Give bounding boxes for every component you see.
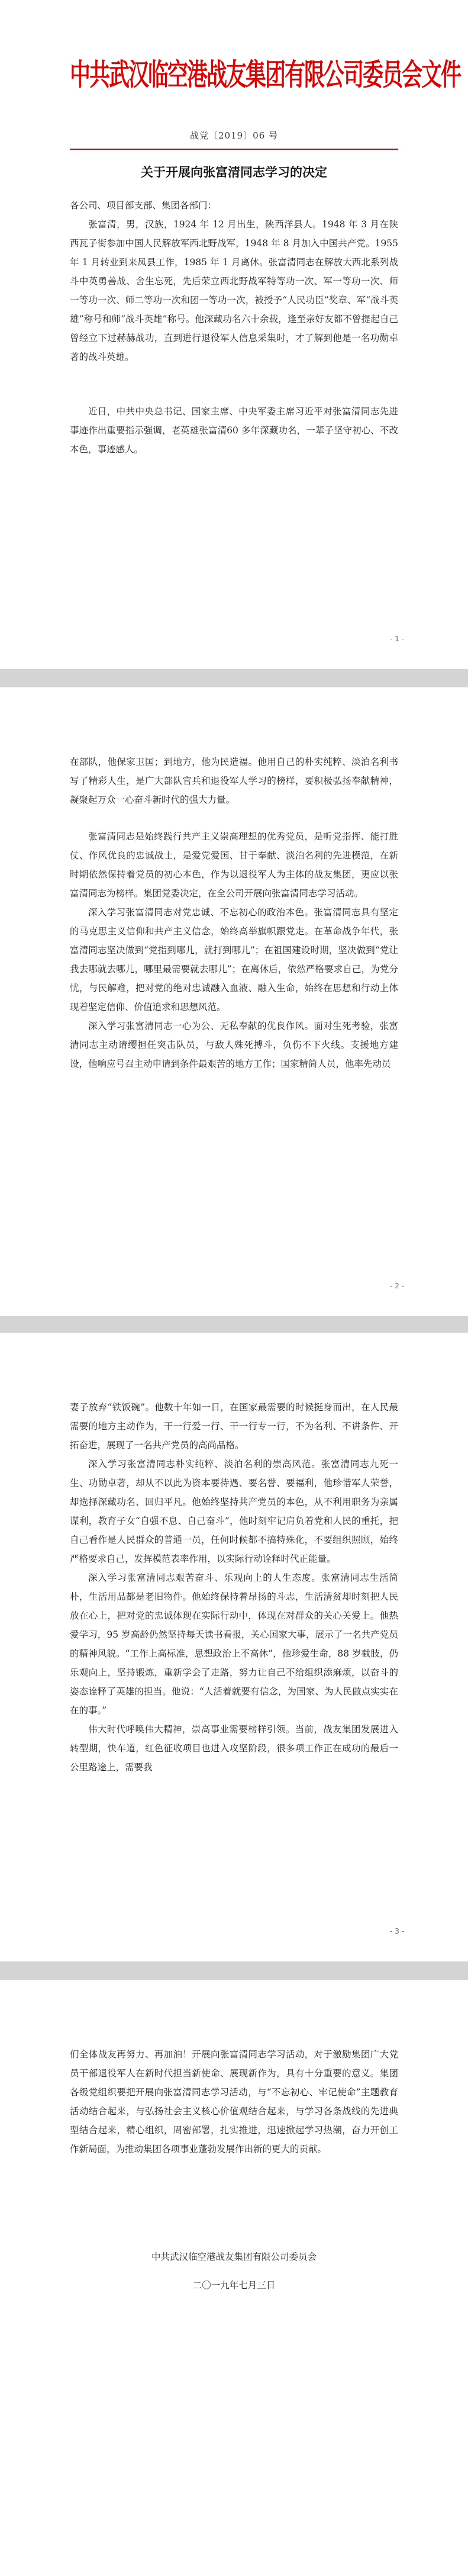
page-number: - 3 - xyxy=(390,1927,404,1935)
paragraph: 深入学习张富清同志一心为公、无私奉献的优良作风。面对生死考验，张富清同志主动请缨担任突击队员，与敌人殊死搏斗，负伤不下火线。支援地方建设，他响应号召主动申请到条件最艰苦的地方工作；国家精简人员，他率先动员 xyxy=(70,1021,398,1069)
paragraph: 们全体战友再努力、再加油！开展向张富清同志学习活动，对于激励集团广大党员干部退役军人在新时代担当新使命、展现新作为，具有十分重要的意义。集团各级党组织要把开展向张富清同志学习活动，与“不忘初心、牢记使命”主题教育活动结合起来，与弘扬社会主义核心价值观结合起来，与学习各条战线的先进典型结合起来，精心组织，周密部署，扎实推进，迅速掀起学习热潮，奋力开创工作新局面，为推动集团各项事业蓬勃发展作出新的更大的贡献。 xyxy=(70,2049,398,2154)
document-title: 关于开展向张富清同志学习的决定 xyxy=(141,165,327,179)
paragraph: 深入学习张富清同志对党忠诚、不忘初心的政治本色。张富清同志具有坚定的马克思主义信仰和共产主义信念，始终高举旗帜跟党走。在革命战争年代，张富清同志坚决做到“党指到哪儿，就打到哪儿”；在祖国建设时期，坚决做到“党让我去哪就去哪儿，哪里最需要就去哪儿”；在离休后，依然严格要求自己，为党分忧，与民解难，把对党的绝对忠诚融入血液、融入生命，始终在思想和行动上体现着坚定信仰、价值追求和思想风范。 xyxy=(70,907,398,1012)
document-page-4 xyxy=(0,1980,468,2576)
document-page-2 xyxy=(0,687,468,1316)
paragraph: 妻子放弃“铁饭碗”。他数十年如一日，在国家最需要的时候挺身而出，在人民最需要的地方主动作为，干一行爱一行、干一行专一行，不为名利、不讲条件、开拓奋进，展现了一名共产党员的高尚品格。 xyxy=(70,1402,398,1451)
paragraph: 深入学习张富清同志艰苦奋斗、乐观向上的人生态度。张富清同志生活简朴，生活用品都是老旧物件。他始终保持着昂扬的斗志，生活清贫却时刻把人民放在心上，把对党的忠诚体现在实际行动中，体现在对群众的关心关爱上。他热爱学习，95 岁高龄仍然坚持每天读书看报，关心国家大事，展示了一名共产党员的精神风貌。“工作上高标准，思想政治上不高休”，他珍爱生命，88 岁截肢，仍乐观向上，坚持锻炼，重新学会了走路，努力让自己不给组织添麻烦，以奋斗的姿态诠释了英雄的担当。他说：“人活着就要有信念，为国家、为人民做点实实在在的事。” xyxy=(70,1572,398,1716)
paragraph: 深入学习张富清同志朴实纯粹、淡泊名利的崇高风范。张富清同志九死一生、功勋卓著，却从不以此为资本要待遇、要名誉、要福利，他珍惜军人荣誉，却选择深藏功名、回归平凡。他始终坚持共产党员的本色，从不利用职务为亲属谋利，教育子女“自强不息、自己奋斗”，他时刻牢记肩负着党和人民的重托，把自己看作是人民群众的普通一员，任何时候都不搞特殊化，不要组织照顾，始终严格要求自己，发挥模范表率作用，以实际行动诠释时代正能量。 xyxy=(70,1459,398,1564)
red-divider-line xyxy=(70,149,398,150)
paragraph: 近日，中共中央总书记、国家主席、中央军委主席习近平对张富清同志先进事迹作出重要指示强调，老英雄张富清60 多年深藏功名，一辈子坚守初心、不改本色，事迹感人。 xyxy=(70,406,398,455)
salutation: 各公司、项目部支部、集团各部门： xyxy=(70,200,217,211)
document-page-3 xyxy=(0,1333,468,1961)
org-banner-header: 中共武汉临空港战友集团有限公司委员会文件 xyxy=(70,58,461,93)
paragraph: 张富清同志是始终践行共产主义崇高理想的优秀党员，是听党指挥、能打胜仗、作风优良的忠诚战士，是爱党爱国、甘于奉献、淡泊名利的先进模范，在新时期依然保持着党员的初心本色，作为以退役军人为主体的战友集团，更应以张富清同志为榜样。集团党委决定，在全公司开展向张富清同志学习活动。 xyxy=(70,831,398,899)
signing-organization: 中共武汉临空港战友集团有限公司委员会 xyxy=(151,2252,317,2262)
paragraph: 伟大时代呼唤伟大精神，崇高事业需要榜样引领。当前，战友集团发展进入转型期，快车道，红色征收项目也进入攻坚阶段，很多项工作正在成功的最后一公里路途上，需要我 xyxy=(70,1724,398,1773)
document-page-1 xyxy=(0,0,468,669)
page-number: - 2 - xyxy=(390,1282,404,1290)
document-number: 战党〔2019〕06 号 xyxy=(189,130,279,141)
paragraph: 张富清，男，汉族，1924 年 12 月出生，陕西洋县人。1948 年 3 月在陕西瓦子街参加中国人民解放军西北野战军，1948 年 8 月加入中国共产党。1955 年 1 月转业到来凤县工作，1985 年 1 月离休。张富清同志在解放大西北系列战斗中英勇善战、舍生忘死，先后荣立西北野战军特等功一次、军一等功一次、师一等功一次、师二等功一次和团一等功一次，被授予“人民功臣”奖章、军“战斗英雄”称号和师“战斗英雄”称号。他深藏功名六十余载，逢至亲好友都不曾提起自己曾经立下过赫赫战功，直到进行退役军人信息采集时，才了解到他是一名功勋卓著的战斗英雄。 xyxy=(70,219,398,362)
signing-date: 二〇一九年七月三日 xyxy=(192,2280,276,2291)
paragraph: 在部队，他保家卫国；到地方，他为民造福。他用自己的朴实纯粹、淡泊名利书写了精彩人生，是广大部队官兵和退役军人学习的榜样，要积极弘扬奉献精神，凝聚起万众一心奋斗新时代的强大力量。 xyxy=(70,757,398,805)
page-number: - 1 - xyxy=(390,635,404,643)
